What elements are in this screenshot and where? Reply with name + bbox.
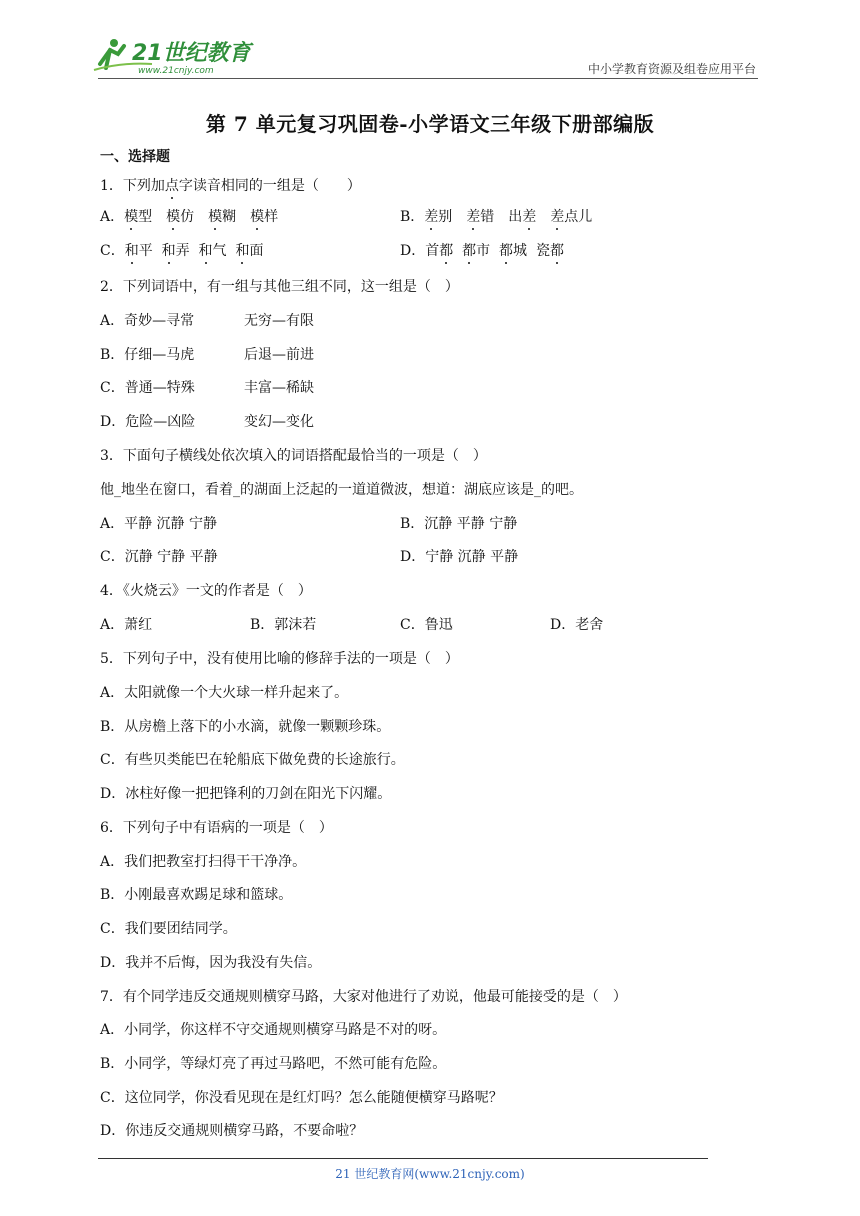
question-7-option-a: A．小同学，你这样不守交通规则横穿马路是不对的呀。 xyxy=(100,1022,447,1038)
question-7-option-d: D．你违反交通规则横穿马路，不要命啦？ xyxy=(100,1123,364,1139)
question-6-option-c: C．我们要团结同学。 xyxy=(100,921,237,937)
question-1-option-b: B．差别 差错 出差 差点儿 xyxy=(400,206,592,226)
question-2-option-b-pair2: 后退—前进 xyxy=(244,347,314,363)
question-5-stem: 5．下列句子中，没有使用比喻的修辞手法的一项是（ ） xyxy=(100,651,459,667)
question-5-option-d: D．冰柱好像一把把锋利的刀剑在阳光下闪耀。 xyxy=(100,786,392,802)
document-title: 第 7 单元复习巩固卷-小学语文三年级下册部编版 xyxy=(205,112,655,136)
svg-text:www.21cnjy.com: www.21cnjy.com xyxy=(138,66,214,76)
header-divider xyxy=(98,78,758,79)
question-2-option-a: A．奇妙—寻常 xyxy=(100,313,195,329)
question-5-option-c: C．有些贝类能巴在轮船底下做免费的长途旅行。 xyxy=(100,752,405,768)
question-2-option-c: C．普通—特殊 xyxy=(100,380,195,396)
question-2-option-b: B．仔细—马虎 xyxy=(100,347,195,363)
question-4-option-d: D．老舍 xyxy=(550,617,604,633)
svg-text:21世纪教育: 21世纪教育 xyxy=(132,41,251,66)
question-5-option-a: A．太阳就像一个大火球一样升起来了。 xyxy=(100,685,349,701)
question-6-stem: 6．下列句子中有语病的一项是（ ） xyxy=(100,820,333,836)
question-6-option-b: B．小刚最喜欢踢足球和篮球。 xyxy=(100,887,293,903)
question-5-option-b: B．从房檐上落下的小水滴，就像一颗颗珍珠。 xyxy=(100,719,391,735)
question-4-option-b: B．郭沫若 xyxy=(250,617,317,633)
question-1-option-a: A．模型 模仿 模糊 模样 xyxy=(100,206,278,226)
question-1-stem: 1．下列加点字读音相同的一组是（ ） xyxy=(100,175,361,195)
footer-divider xyxy=(98,1158,708,1159)
question-3-option-a: A．平静 沉静 宁静 xyxy=(100,516,218,532)
question-4-stem: 4．《火烧云》一文的作者是（ ） xyxy=(100,583,312,599)
question-2-option-a-pair2: 无穷—有限 xyxy=(244,313,314,329)
question-6-option-a: A．我们把教室打扫得干干净净。 xyxy=(100,854,307,870)
question-2-option-d: D．危险—凶险 xyxy=(100,414,196,430)
question-7-option-c: C．这位同学，你没看见现在是红灯吗？怎么能随便横穿马路呢？ xyxy=(100,1090,503,1106)
question-7-stem: 7．有个同学违反交通规则横穿马路，大家对他进行了劝说，他最可能接受的是（ ） xyxy=(100,989,627,1005)
question-4-option-c: C．鲁迅 xyxy=(400,617,453,633)
question-1-option-d: D．首都 都市 都城 瓷都 xyxy=(400,240,564,260)
footer-link[interactable]: 21 世纪教育网(www.21cnjy.com) xyxy=(335,1167,525,1181)
platform-name: 中小学教育资源及组卷应用平台 xyxy=(587,62,756,76)
question-3-option-c: C．沉静 宁静 平静 xyxy=(100,549,218,565)
question-6-option-d: D．我并不后悔，因为我没有失信。 xyxy=(100,955,322,971)
question-3-option-d: D．宁静 沉静 平静 xyxy=(400,549,519,565)
question-4-option-a: A．萧红 xyxy=(100,617,153,633)
section-heading: 一、选择题 xyxy=(100,149,170,165)
site-logo xyxy=(92,34,262,78)
question-2-option-d-pair2: 变幻—变化 xyxy=(244,414,314,430)
question-2-option-c-pair2: 丰富—稀缺 xyxy=(244,380,314,396)
question-7-option-b: B．小同学，等绿灯亮了再过马路吧，不然可能有危险。 xyxy=(100,1056,447,1072)
question-3-stem: 3．下面句子横线处依次填入的词语搭配最恰当的一项是（ ） xyxy=(100,448,487,464)
question-2-stem: 2．下列词语中，有一组与其他三组不同，这一组是（ ） xyxy=(100,279,459,295)
question-1-option-c: C．和平 和弄 和气 和面 xyxy=(100,240,263,260)
question-3-option-b: B．沉静 平静 宁静 xyxy=(400,516,518,532)
question-3-sentence: 他_地坐在窗口，看着_的湖面上泛起的一道道微波，想道：湖底应该是_的吧。 xyxy=(100,482,583,498)
